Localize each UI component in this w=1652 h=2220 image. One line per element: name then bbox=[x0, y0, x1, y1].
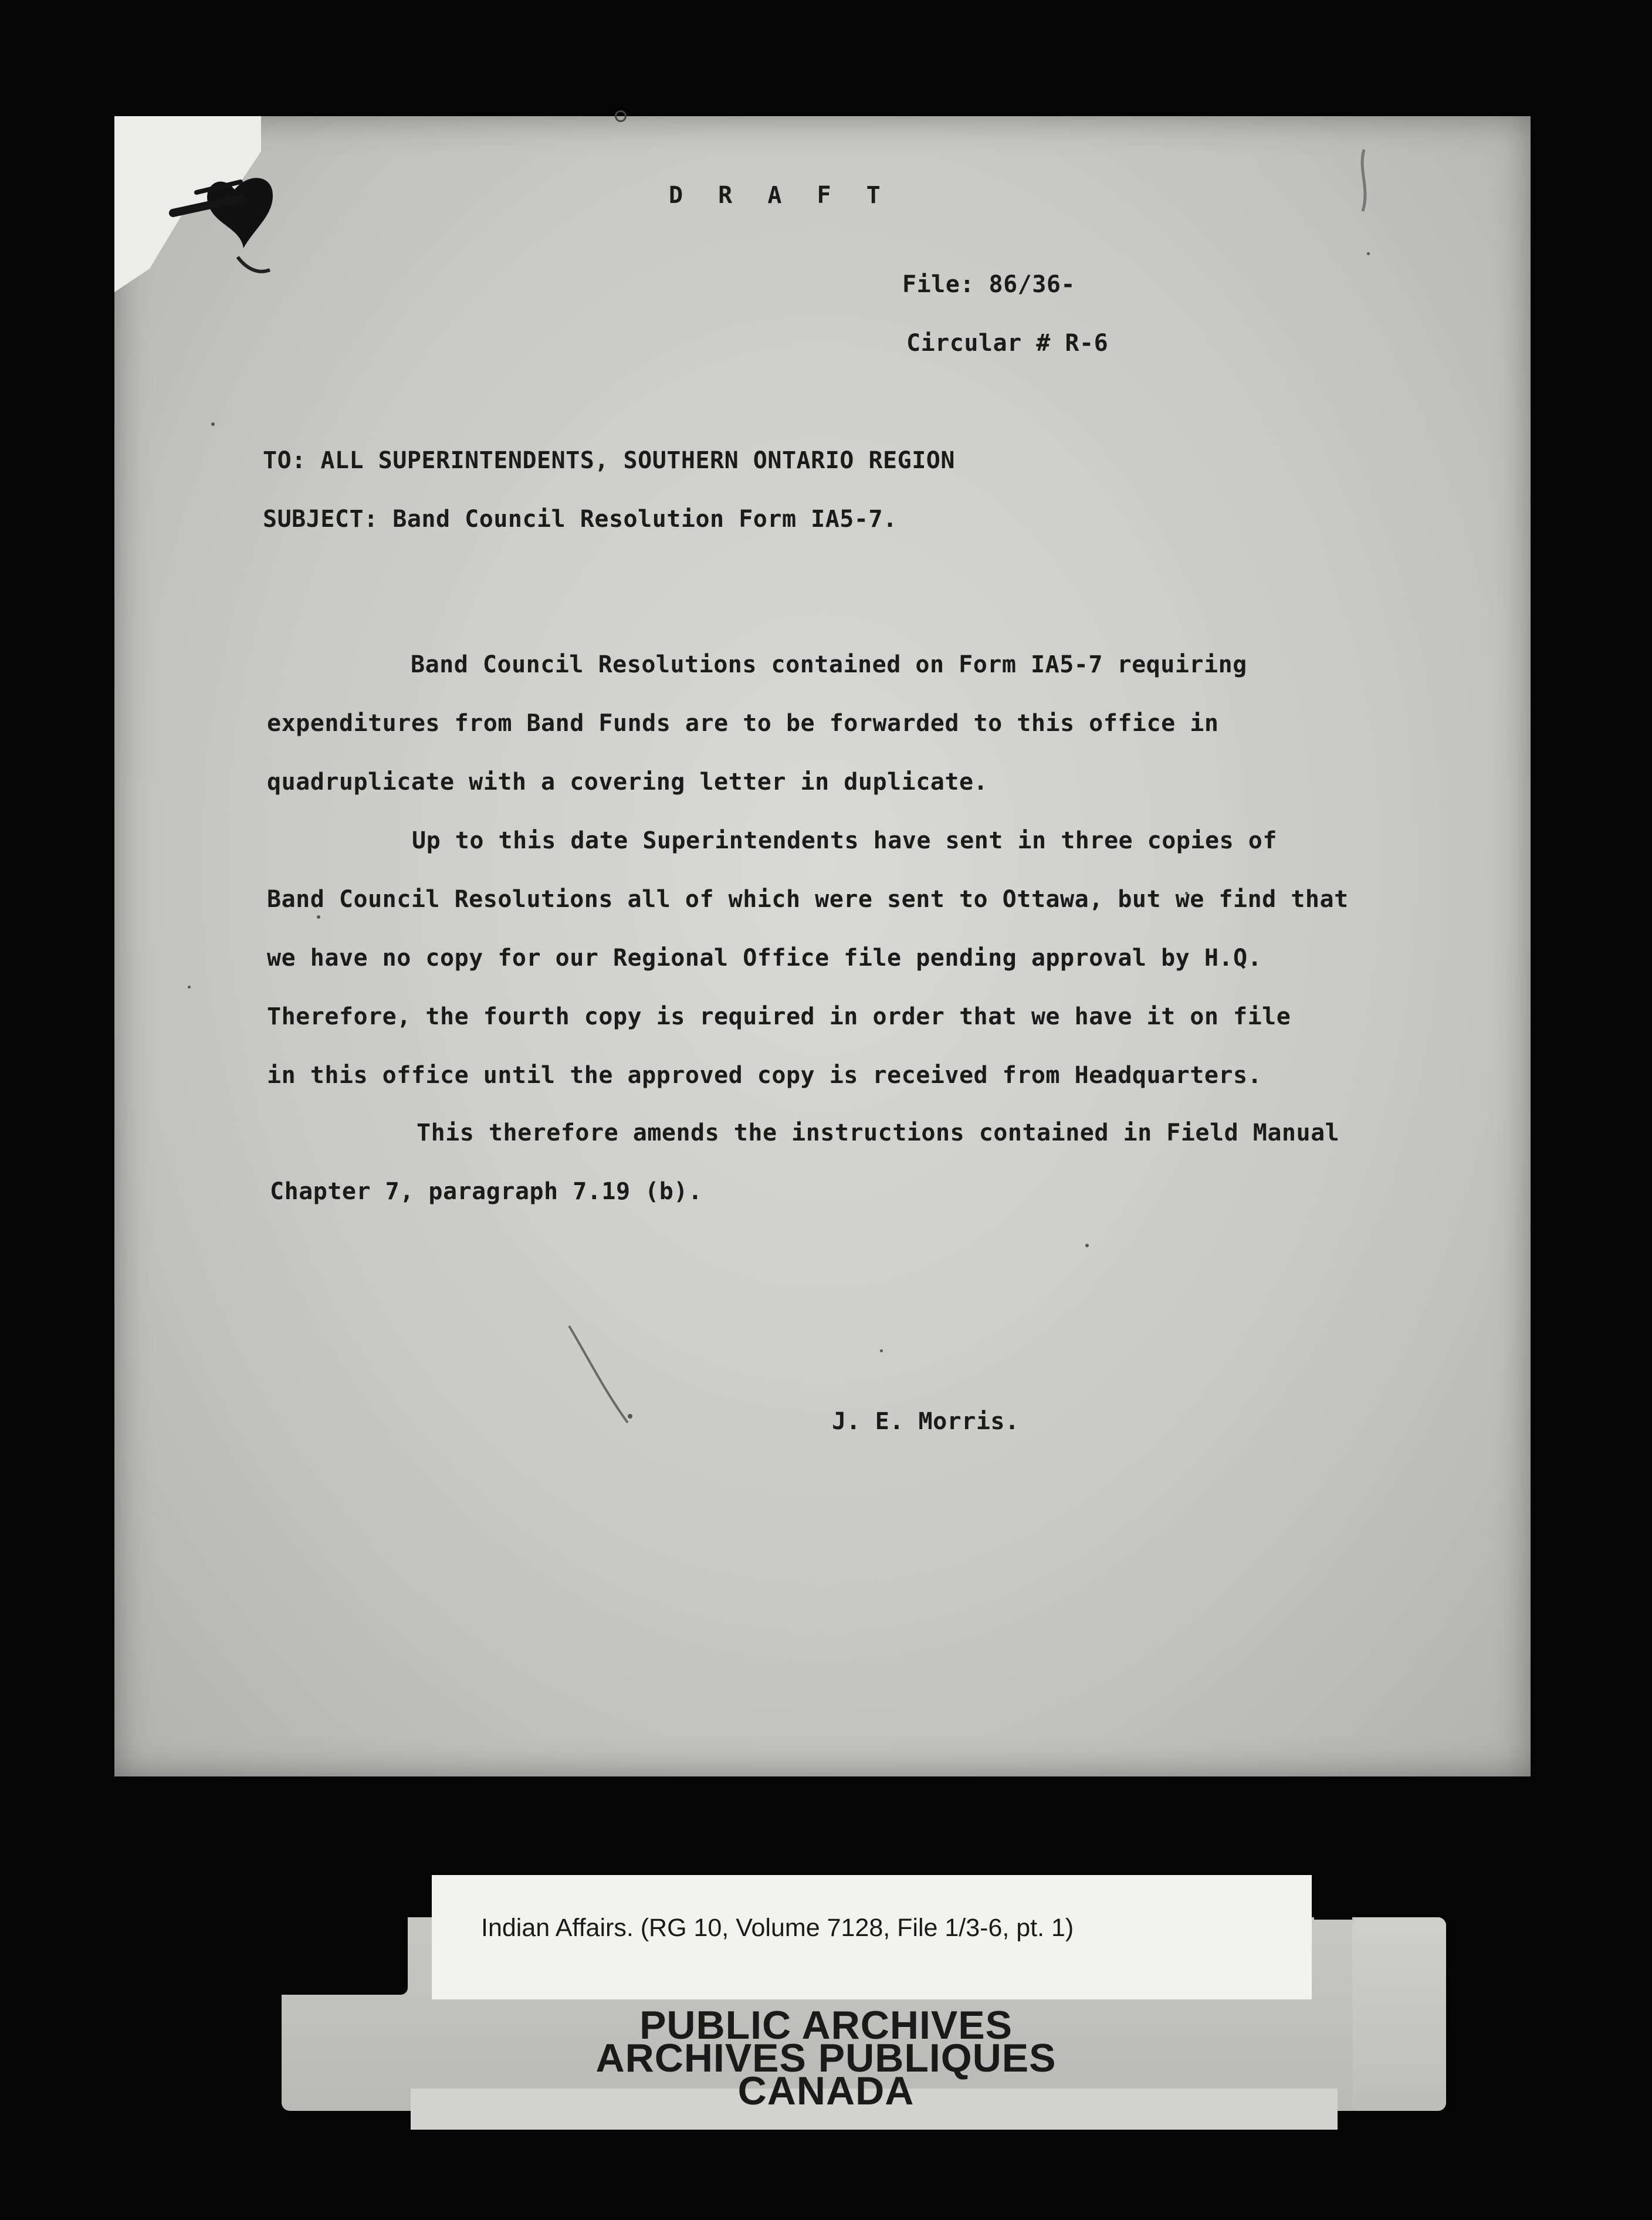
body-line: quadruplicate with a covering letter in duplicate. bbox=[267, 769, 989, 796]
stamp-line-canada: CANADA bbox=[737, 2069, 915, 2113]
circular-reference: Circular # R-6 bbox=[906, 330, 1109, 357]
addressee-line: TO: ALL SUPERINTENDENTS, SOUTHERN ONTARIO REGION bbox=[263, 447, 955, 474]
body-line: in this office until the approved copy is received from Headquarters. bbox=[267, 1062, 1262, 1089]
stamp-line-archives-publiques: ARCHIVES PUBLIQUES bbox=[595, 2036, 1057, 2080]
paper-scratch-2 bbox=[1352, 147, 1376, 217]
stamp-line-public-archives: PUBLIC ARCHIVES bbox=[639, 2003, 1013, 2048]
body-line: Chapter 7, paragraph 7.19 (b). bbox=[270, 1178, 703, 1205]
body-line: Band Council Resolutions contained on Form IA5-7 requiring bbox=[411, 651, 1247, 678]
file-reference: File: 86/36- bbox=[902, 271, 1075, 298]
body-line: Up to this date Superintendents have sent in three copies of bbox=[412, 827, 1277, 854]
body-line: we have no copy for our Regional Office file pending approval by H.Q. bbox=[267, 945, 1262, 972]
stamp-plate-notch-left bbox=[282, 1913, 408, 1995]
body-line: This therefore amends the instructions contained in Field Manual bbox=[417, 1119, 1340, 1146]
body-line: expenditures from Band Funds are to be forwarded to this office in bbox=[267, 710, 1219, 737]
subject-line: SUBJECT: Band Council Resolution Form IA5-7. bbox=[263, 506, 898, 533]
signature-line: J. E. Morris. bbox=[832, 1408, 1020, 1435]
body-line: Band Council Resolutions all of which were sent to Ottawa, but we find that bbox=[267, 886, 1349, 913]
stamp-plate-notch-right bbox=[1314, 1913, 1352, 1920]
paper-scratch bbox=[563, 1320, 645, 1437]
torn-corner-mark bbox=[114, 116, 308, 310]
archival-citation: Indian Affairs. (RG 10, Volume 7128, File 1/3-6, pt. 1) bbox=[481, 1914, 1074, 1942]
body-line: Therefore, the fourth copy is required in order that we have it on file bbox=[267, 1003, 1291, 1030]
draft-heading: D R A F T bbox=[669, 182, 891, 209]
